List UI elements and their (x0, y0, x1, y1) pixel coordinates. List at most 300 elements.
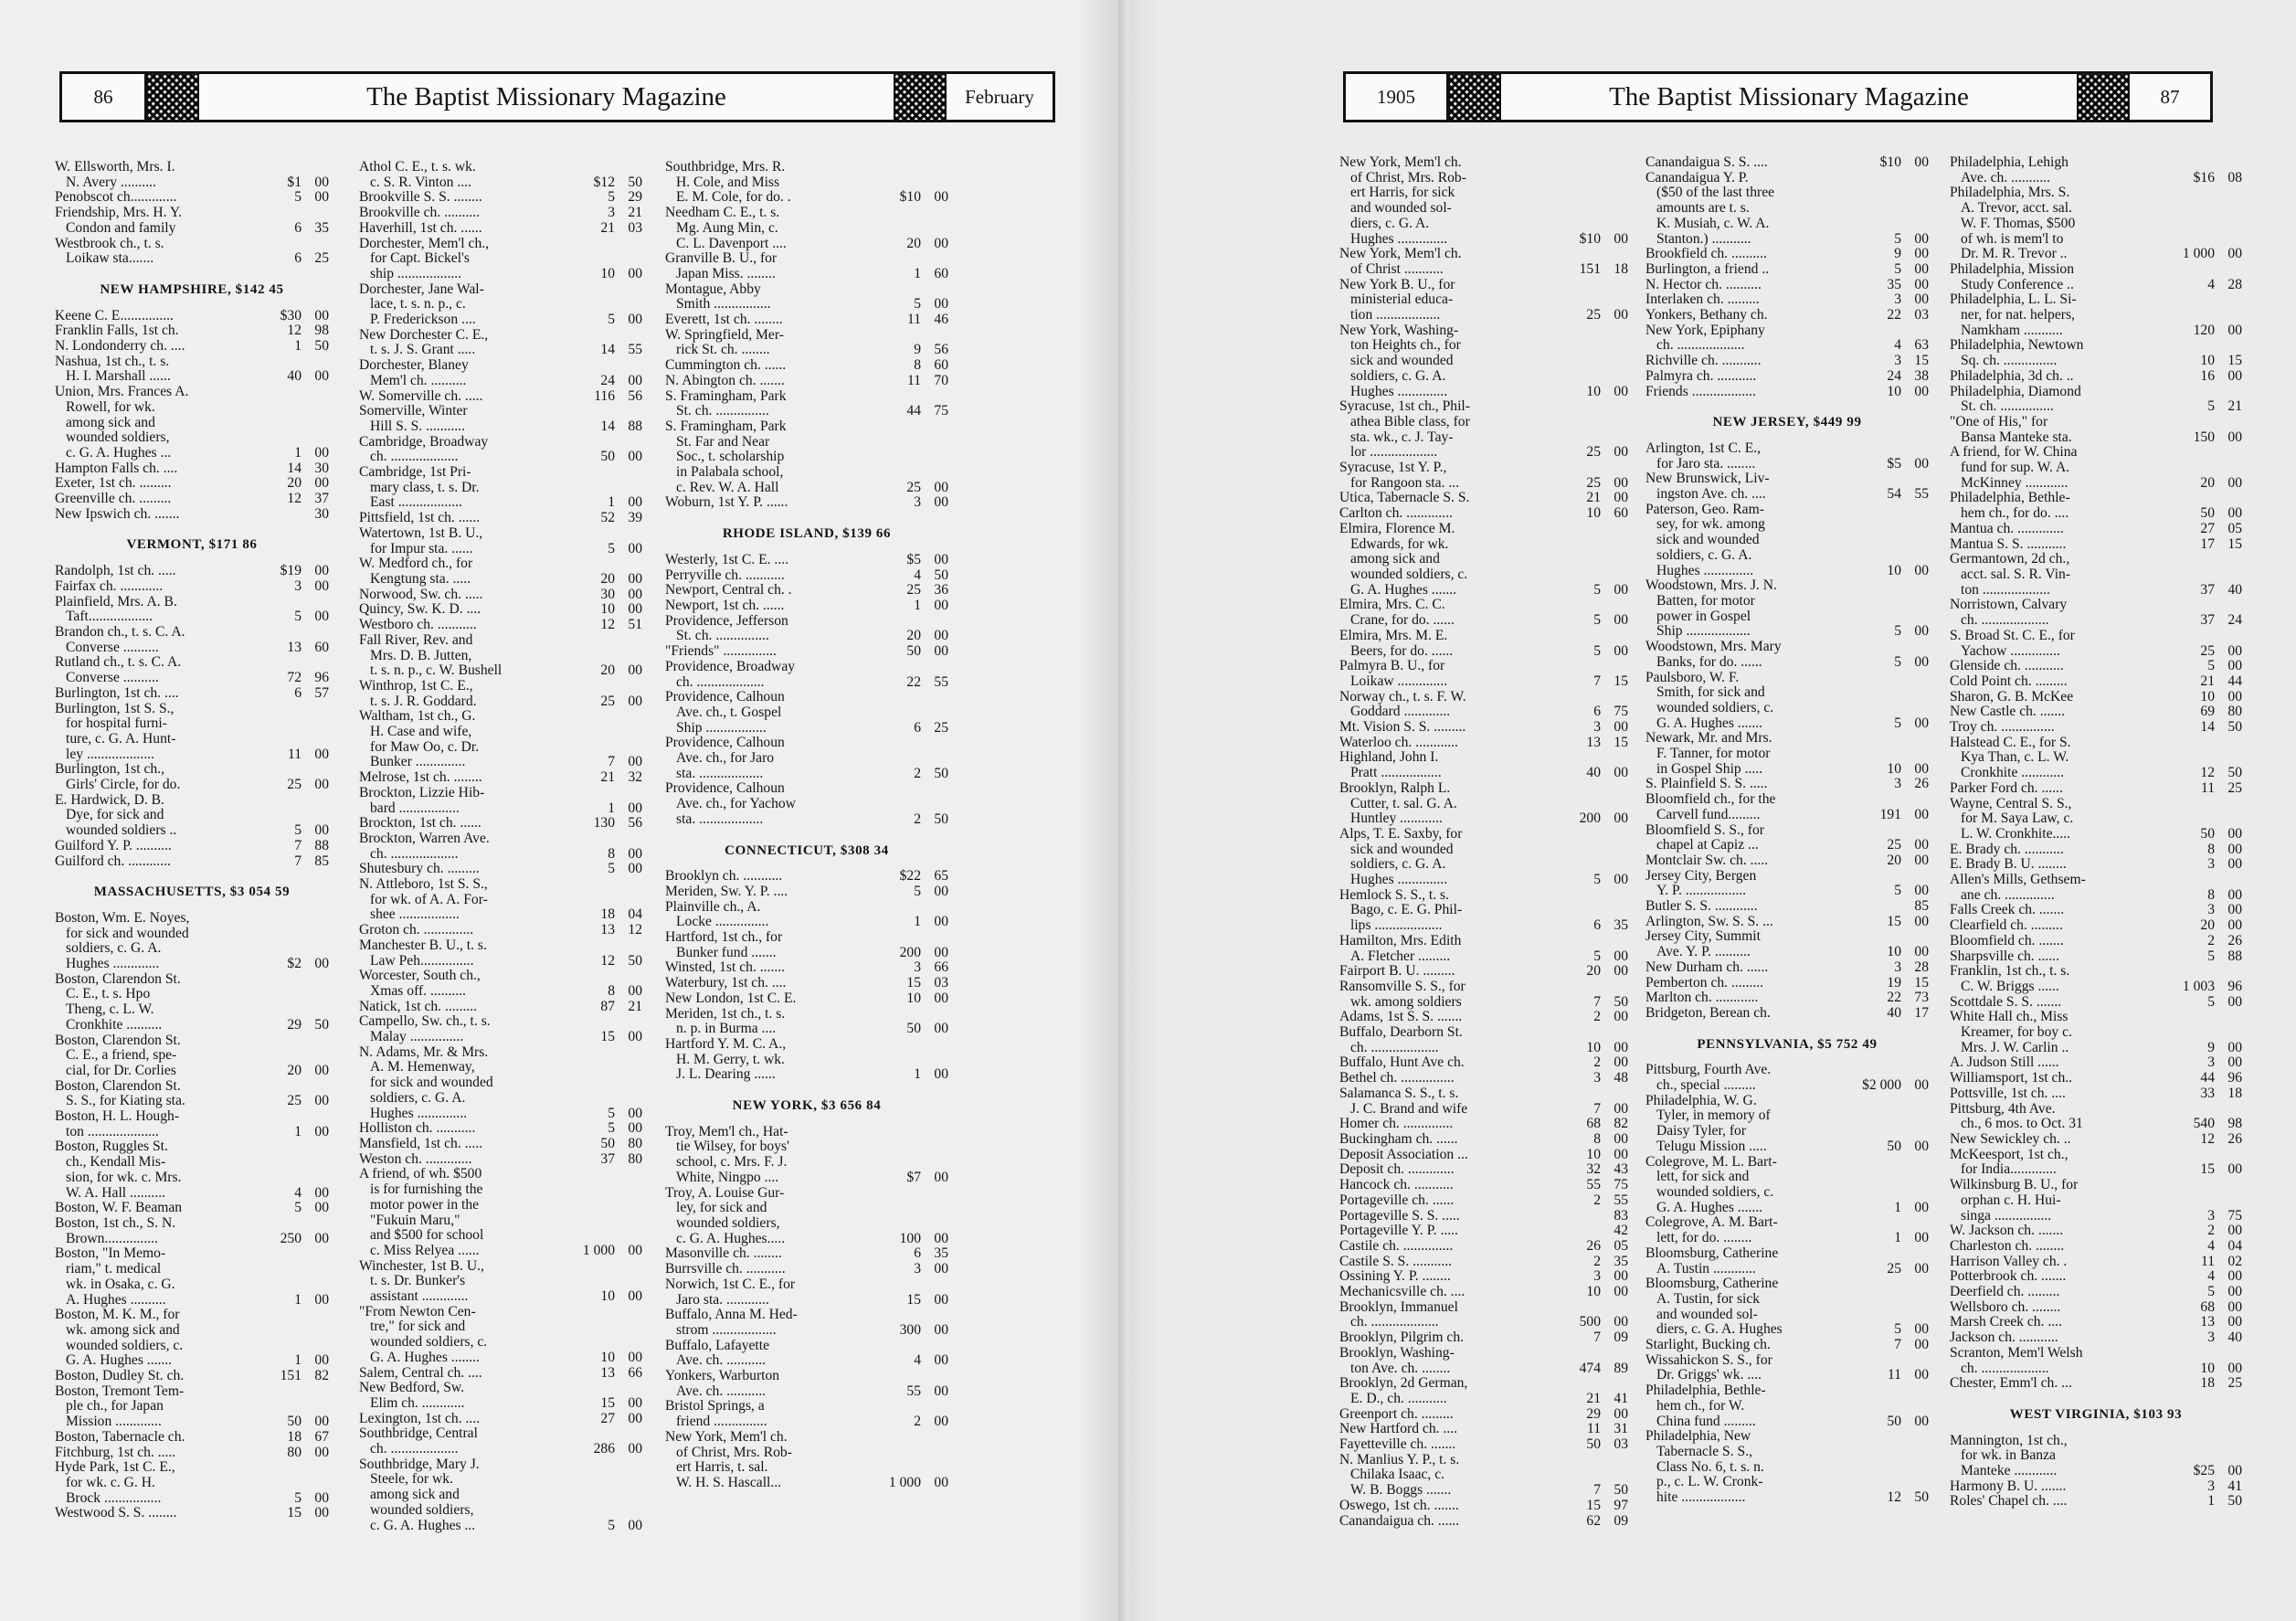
donor-name: Penobscot ch............. (55, 189, 177, 206)
amount-dollars: 3 (2207, 1207, 2215, 1224)
amount-dollars: 5 (1593, 581, 1601, 598)
donor-name: N. Adams, Mr. & Mrs. A. M. Hemenway, for sick and wounded soldiers, c. G. A. Hughes .............. (359, 1044, 493, 1121)
donor-name: Adams, 1st S. S. ....... (1339, 1009, 1463, 1025)
amount-dollars: 5 (294, 1489, 302, 1506)
amount-cents: 17 (1914, 1004, 1929, 1021)
donation-entry (55, 476, 329, 492)
amount-cents: 00 (934, 944, 948, 960)
amount-cents: 50 (2227, 765, 2242, 781)
amount-dollars: 44 (2200, 1070, 2215, 1086)
amount-cents: 82 (1614, 1116, 1628, 1132)
donation-entry (1645, 441, 1929, 471)
amount-cents: 00 (314, 307, 329, 323)
amount-cents: 00 (2227, 1463, 2242, 1479)
amount-cents: 25 (314, 250, 329, 267)
donation-entry (359, 1045, 642, 1122)
amount-dollars: 25 (2200, 642, 2215, 659)
book-gutter (1078, 0, 1160, 1621)
donation-entry (55, 702, 329, 763)
donor-name: Providence, Calhoun Ave. ch., for Yachow sta. .................. (665, 780, 796, 827)
donor-name: Boston, Clarendon St. S. S., for Kiating sta. (55, 1077, 185, 1109)
donation-entry (1339, 888, 1628, 934)
amount-dollars: 1 (294, 1123, 302, 1139)
donation-entry (55, 1079, 329, 1109)
amount-cents: 00 (1914, 837, 1929, 853)
amount-dollars: 3 (2207, 856, 2215, 873)
donor-name: Scottdale S. S. ....... (1950, 993, 2062, 1010)
donation-entry (1950, 1330, 2242, 1346)
amount-cents: 56 (934, 342, 948, 358)
amount-cents: 00 (314, 1230, 329, 1246)
donor-name: Fayetteville ch. ....... (1339, 1436, 1456, 1453)
amount-dollars: 7 (1593, 673, 1601, 689)
donor-name: Greenport ch. ......... (1339, 1405, 1454, 1422)
amount-dollars: 151 (280, 1368, 302, 1384)
donation-entry (359, 465, 642, 511)
amount-dollars: 25 (287, 1093, 302, 1109)
amount-dollars: 200 (899, 944, 921, 960)
donation-entry (1950, 1376, 2242, 1392)
amount-cents: 00 (2227, 1161, 2242, 1178)
donor-name: Plainfield, Mrs. A. B. Taft.................. (55, 593, 177, 625)
amount-dollars: 14 (287, 460, 302, 476)
donor-name: Southbridge, Mary J. Steele, for wk. among sick and wounded soldiers, c. G. A. Hughes ... (359, 1456, 480, 1533)
amount-dollars: 12 (600, 952, 615, 969)
amount-dollars: 20 (2200, 917, 2215, 934)
donation-entry (1339, 964, 1628, 980)
donor-name: Bloomfield ch., for the Carvell fund......... (1645, 791, 1776, 822)
donor-name: Fall River, Rev. and Mrs. D. B. Jutten, t. s. n. p., c. W. Bushell (359, 631, 503, 679)
donation-entry (1645, 503, 1929, 579)
amount-dollars: 13 (1586, 734, 1601, 750)
amount-cents: 00 (2227, 1360, 2242, 1376)
amount-cents: 50 (934, 765, 948, 781)
amount-dollars: 5 (2207, 1284, 2215, 1300)
amount-cents: 00 (314, 577, 329, 594)
donor-name: Somerville, Winter Hill S. S. ........... (359, 403, 468, 434)
donor-name: Jersey City, Bergen Y. P. ................. (1645, 867, 1757, 899)
donor-name: New Brunswick, Liv- ingston Ave. ch. .... (1645, 471, 1770, 503)
donor-name: Deposit Association ... (1339, 1146, 1468, 1162)
amount-cents: 00 (1914, 1337, 1929, 1353)
donation-entry (665, 960, 948, 976)
donation-entry (359, 938, 642, 969)
amount-dollars: 100 (899, 1230, 921, 1246)
donation-entry (1645, 1353, 1929, 1383)
amount-cents: 98 (314, 323, 329, 339)
donation-entry (665, 1430, 948, 1491)
amount-cents: 26 (2227, 932, 2242, 948)
donor-name: Mt. Vision S. S. ......... (1339, 719, 1466, 736)
amount-dollars: 1 (1894, 1199, 1901, 1215)
donation-entry (1339, 736, 1628, 751)
donation-entry (1645, 1155, 1929, 1216)
donor-name: Weston ch. ............. (359, 1150, 472, 1167)
donor-name: Cold Point ch. ......... (1950, 673, 2068, 689)
donor-name: Philadelphia, New Tabernacle S. S., Class No. 6, t. s. n. p., c. L. W. Cronk- hite .................. (1645, 1428, 1764, 1506)
amount-cents: 21 (2227, 398, 2242, 415)
donor-name: Palmyra B. U., for Loikaw .............. (1339, 658, 1448, 689)
donation-entry (359, 206, 642, 221)
donor-name: Deposit ch. ............. (1339, 1161, 1455, 1178)
amount-dollars: 50 (1586, 1436, 1601, 1453)
donation-entry (1950, 1086, 2242, 1102)
donor-name: Mannington, 1st ch., for wk. in Banza Manteke ............ (1950, 1432, 2068, 1479)
donor-name: Philadelphia, Bethle- hem ch., for do. .... (1950, 490, 2070, 522)
donation-entry (1339, 1407, 1628, 1423)
donor-name: Boston, M. K. M., for wk. among sick and wounded soldiers, c. G. A. Hughes ....... (55, 1307, 184, 1369)
donation-entry (665, 282, 948, 313)
donation-entry (55, 1384, 329, 1430)
amount-dollars: 20 (600, 662, 615, 679)
donation-entry (1645, 1277, 1929, 1338)
donor-name: Dorchester, Blaney Mem'l ch. .......... (359, 357, 469, 388)
amount-cents: 00 (1914, 1321, 1929, 1338)
donation-entry (1645, 171, 1929, 248)
amount-dollars: 5 (1894, 1321, 1901, 1338)
donation-entry (1339, 1330, 1628, 1346)
donation-entry (665, 599, 948, 614)
donor-name: Paulsboro, W. F. Smith, for sick and wounded soldiers, c. G. A. Hughes ....... (1645, 669, 1774, 731)
donation-entry (1950, 842, 2242, 858)
amount-cents: 66 (628, 1364, 642, 1381)
amount-dollars: 17 (2200, 535, 2215, 552)
amount-cents: 00 (934, 1383, 948, 1399)
amount-dollars: 2 (1593, 1253, 1601, 1269)
donor-name: Halstead C. E., for S. Kya Than, c. L. W. Cronkhite ............ (1950, 734, 2071, 781)
donation-entry (1339, 1148, 1628, 1163)
donation-entry (1645, 915, 1929, 930)
donor-name: Philadelphia, 3d ch. .. (1950, 367, 2074, 384)
donation-entry (665, 358, 948, 374)
amount-dollars: 20 (600, 570, 615, 587)
amount-dollars: 25 (1887, 1260, 1901, 1277)
amount-dollars: 2 (914, 810, 921, 827)
amount-dollars: 1 (914, 265, 921, 281)
header-ornament (146, 74, 199, 120)
donation-entry (359, 679, 642, 709)
amount-cents: 00 (314, 1062, 329, 1078)
donor-name: Bloomsburg, Catherine A. Tustin, for sick and wounded sol- diers, c. G. A. Hughes (1645, 1276, 1783, 1338)
amount-cents: 00 (2227, 1314, 2242, 1330)
magazine-title: The Baptist Missionary Magazine (1609, 81, 1969, 111)
donor-name: Quincy, Sw. K. D. .... (359, 601, 481, 618)
amount-cents: 00 (1914, 455, 1929, 471)
donor-name: Cambridge, Broadway ch. ................... (359, 433, 489, 465)
donation-entry (665, 885, 948, 900)
donation-entry (55, 1109, 329, 1139)
donation-entry (359, 770, 642, 786)
amount-cents: 26 (2227, 1131, 2242, 1147)
amount-dollars: 44 (906, 403, 921, 419)
amount-dollars: 1 000 (2182, 246, 2215, 262)
amount-dollars: 1 (294, 1352, 302, 1369)
donation-entry (1645, 354, 1929, 369)
amount-dollars: 18 (2200, 1375, 2215, 1392)
donor-name: New Hartford ch. .... (1339, 1421, 1458, 1437)
amount-dollars: 19 (1887, 974, 1901, 991)
amount-dollars: 50 (906, 1021, 921, 1037)
donation-entry (1645, 247, 1929, 262)
donor-name: Paterson, Geo. Ram- sey, for wk. among sick and wounded soldiers, c. G. A. Hughes .............. (1645, 501, 1765, 578)
donation-entry (665, 930, 948, 960)
amount-dollars: 7 (1593, 993, 1601, 1010)
amount-cents: 00 (314, 1291, 329, 1308)
donation-entry (55, 1308, 329, 1369)
donation-entry (359, 1014, 642, 1044)
amount-dollars: 21 (600, 769, 615, 786)
amount-dollars: 6 (914, 719, 921, 736)
amount-cents: 50 (628, 952, 642, 969)
amount-dollars: 5 (2207, 993, 2215, 1010)
donor-name: Roles' Chapel ch. .... (1950, 1493, 2068, 1510)
amount-cents: 00 (1614, 1009, 1628, 1025)
donor-name: Providence, Jefferson St. ch. ............... (665, 612, 788, 644)
donor-name: Brookfield ch. .......... (1645, 246, 1767, 262)
donor-name: Brookville ch. .......... (359, 205, 481, 221)
amount-cents: 00 (314, 1184, 329, 1201)
amount-dollars: 3 (2207, 1478, 2215, 1494)
donor-name: Falls Creek ch. ....... (1950, 902, 2065, 918)
amount-cents: 00 (628, 845, 642, 862)
amount-cents: 00 (1914, 944, 1929, 960)
donation-entry (1950, 690, 2242, 705)
amount-dollars: 10 (1887, 944, 1901, 960)
donor-name: A. Judson Still ...... (1950, 1054, 2059, 1071)
amount-cents: 89 (1614, 1360, 1628, 1376)
donation-entry (1950, 1178, 2242, 1224)
amount-dollars: 69 (2200, 704, 2215, 720)
donor-name: Starlight, Bucking ch. (1645, 1337, 1771, 1353)
amount-cents: 00 (934, 1352, 948, 1369)
donor-name: Fairport B. U. ......... (1339, 963, 1455, 980)
amount-cents: 55 (628, 342, 642, 358)
amount-cents: 00 (628, 570, 642, 587)
amount-dollars: 52 (600, 510, 615, 526)
amount-cents: 83 (1614, 1207, 1628, 1224)
amount-dollars: 10 (600, 1349, 615, 1365)
amount-cents: 00 (2227, 642, 2242, 659)
donor-name: Greenville ch. ......... (55, 491, 172, 507)
amount-dollars: 15 (906, 1291, 921, 1308)
amount-dollars: 5 (1894, 653, 1901, 670)
amount-cents: 00 (314, 1444, 329, 1460)
amount-cents: 63 (1914, 337, 1929, 354)
amount-dollars: 11 (2200, 1253, 2215, 1269)
amount-dollars: 7 (1593, 1330, 1601, 1346)
amount-cents: 00 (628, 601, 642, 618)
amount-cents: 00 (934, 914, 948, 930)
amount-cents: 00 (628, 1517, 642, 1533)
donation-entry (359, 526, 642, 556)
donor-name: Perryville ch. ........... (665, 567, 785, 583)
donation-entry (55, 160, 329, 190)
donation-entry (665, 206, 948, 251)
donation-entry (1645, 578, 1929, 640)
donor-name: Elmira, Mrs. C. C. Crane, for do. ...... (1339, 597, 1455, 629)
state-heading: NEW YORK, $3 656 84 (732, 1098, 882, 1114)
amount-dollars: 87 (600, 998, 615, 1014)
donor-name: Oswego, 1st ch. ....... (1339, 1497, 1459, 1513)
amount-dollars: 21 (1586, 1390, 1601, 1406)
amount-dollars: 15 (600, 1029, 615, 1045)
amount-cents: 15 (1914, 353, 1929, 369)
donation-entry (1645, 671, 1929, 732)
donation-entry (1339, 1269, 1628, 1285)
donation-entry (665, 553, 948, 568)
donor-name: Marsh Creek ch. .... (1950, 1314, 2062, 1330)
amount-cents: 51 (628, 617, 642, 633)
donor-name: Westbrook ch., t. s. Loikaw sta....... (55, 235, 164, 267)
amount-cents: 28 (1914, 959, 1929, 975)
donor-name: Brooklyn, Immanuel ch. ................... (1339, 1298, 1458, 1330)
donor-name: S. Plainfield S. S. ..... (1645, 776, 1768, 792)
amount-cents: 00 (934, 1291, 948, 1308)
amount-dollars: 54 (1887, 486, 1901, 503)
amount-cents: 21 (628, 205, 642, 221)
header-ornament (1448, 74, 1501, 120)
donation-entry (1339, 1285, 1628, 1300)
donation-entry (1950, 1434, 2242, 1479)
amount-cents: 00 (628, 1394, 642, 1411)
amount-dollars: 10 (1586, 505, 1601, 522)
donor-name: Wayne, Central S. S., for M. Saya Law, c. L. W. Cronkhite..... (1950, 795, 2074, 842)
amount-cents: 15 (2227, 353, 2242, 369)
amount-dollars: 13 (287, 639, 302, 655)
amount-cents: 75 (1614, 704, 1628, 720)
amount-cents: 67 (314, 1428, 329, 1445)
amount-dollars: $16 (2193, 169, 2215, 185)
donation-entry (1339, 827, 1628, 888)
donor-name: Mantua ch. ............. (1950, 520, 2064, 536)
amount-cents: 41 (2227, 1478, 2242, 1494)
amount-dollars: $2 000 (1862, 1077, 1901, 1094)
donor-name: W. Somerville ch. ..... (359, 387, 483, 404)
donor-name: Westboro ch. ........... (359, 617, 477, 633)
amount-cents: 00 (628, 1288, 642, 1305)
amount-cents: 00 (2227, 658, 2242, 674)
amount-dollars: 1 000 (888, 1474, 921, 1490)
amount-cents: 00 (2227, 993, 2242, 1010)
amount-dollars: 26 (1586, 1237, 1601, 1254)
amount-cents: 00 (1614, 1405, 1628, 1422)
amount-cents: 00 (1614, 490, 1628, 506)
donation-entry (359, 389, 642, 405)
amount-cents: 00 (1614, 963, 1628, 980)
donor-name: McKeesport, 1st ch., for India............. (1950, 1146, 2069, 1178)
amount-cents: 00 (314, 1414, 329, 1430)
donation-entry (1339, 1376, 1628, 1406)
donation-entry (1950, 995, 2242, 1011)
amount-dollars: $10 (1579, 230, 1601, 247)
amount-dollars: 250 (280, 1230, 302, 1246)
donation-entry (1950, 1269, 2242, 1285)
amount-cents: 00 (1614, 642, 1628, 659)
amount-dollars: 3 (2207, 1330, 2215, 1346)
amount-cents: 00 (314, 189, 329, 206)
donation-entry (1950, 1300, 2242, 1316)
amount-dollars: 14 (600, 418, 615, 434)
amount-dollars: 37 (2200, 581, 2215, 598)
amount-cents: 88 (628, 418, 642, 434)
donor-name: Montague, Abby Smith ................ (665, 281, 771, 313)
donation-entry (1950, 445, 2242, 491)
donation-entry (1339, 522, 1628, 599)
donation-entry (1645, 853, 1929, 869)
amount-dollars: $5 (1887, 455, 1901, 471)
right-column-2 (1645, 155, 1929, 1506)
amount-dollars: 62 (1586, 1512, 1601, 1529)
donor-name: Lexington, 1st ch. .... (359, 1410, 481, 1426)
donation-entry (55, 686, 329, 702)
amount-cents: 00 (2227, 322, 2242, 338)
donation-entry (1950, 1071, 2242, 1086)
donation-entry (359, 1121, 642, 1137)
donor-name: Salem, Central ch. .... (359, 1364, 482, 1381)
amount-cents: 00 (628, 586, 642, 602)
amount-cents: 50 (1914, 1489, 1929, 1506)
donation-entry (1339, 980, 1628, 1010)
donation-entry (1950, 918, 2242, 934)
amount-cents: 00 (314, 1505, 329, 1521)
donor-name: Yonkers, Bethany ch. (1645, 307, 1768, 323)
amount-cents: 00 (2227, 825, 2242, 842)
donor-name: Elmira, Florence M. Edwards, for wk. among sick and wounded soldiers, c. G. A. Hughes ....... (1339, 520, 1468, 598)
donor-name: Melrose, 1st ch. ........ (359, 769, 482, 786)
amount-cents: 00 (314, 1200, 329, 1216)
amount-dollars: 25 (906, 479, 921, 495)
amount-cents: 00 (934, 1321, 948, 1338)
donation-entry (1645, 1063, 1929, 1093)
left-column-1 (55, 160, 329, 1521)
donation-entry (665, 1308, 948, 1338)
donation-entry (1950, 1132, 2242, 1148)
amount-cents: 60 (934, 357, 948, 374)
amount-cents: 73 (1914, 990, 1929, 1006)
donor-name: Pemberton ch. ......... (1645, 974, 1764, 991)
amount-cents: 42 (1614, 1223, 1628, 1239)
amount-cents: 00 (2227, 886, 2242, 903)
amount-cents: 00 (1614, 612, 1628, 629)
donor-name: Nashua, 1st ch., t. s. H. I. Marshall ...... (55, 353, 171, 385)
amount-cents: 00 (314, 475, 329, 492)
amount-dollars: 55 (906, 1383, 921, 1399)
donation-entry (1339, 1422, 1628, 1437)
amount-dollars: 3 (1593, 1070, 1601, 1086)
donation-entry (665, 991, 948, 1007)
donor-name: Montclair Sw. ch. ..... (1645, 852, 1769, 868)
amount-dollars: 191 (1879, 806, 1901, 822)
donation-entry (1950, 415, 2242, 445)
amount-cents: 03 (934, 975, 948, 991)
donation-entry (1950, 1224, 2242, 1239)
donor-name: Brockton, Warren Ave. ch. ................... (359, 830, 490, 862)
amount-cents: 00 (1614, 581, 1628, 598)
amount-cents: 60 (1614, 505, 1628, 522)
amount-cents: 50 (314, 1016, 329, 1033)
donation-entry (55, 625, 329, 655)
amount-dollars: 68 (2200, 1298, 2215, 1315)
amount-cents: 00 (1914, 883, 1929, 899)
amount-cents: 04 (628, 906, 642, 923)
amount-cents: 46 (934, 312, 948, 328)
amount-dollars: 7 (1894, 1337, 1901, 1353)
amount-cents: 00 (1614, 872, 1628, 888)
donation-entry (1339, 1086, 1628, 1117)
donation-entry (359, 1412, 642, 1427)
amount-cents: 00 (314, 563, 329, 579)
amount-cents: 00 (1914, 383, 1929, 399)
